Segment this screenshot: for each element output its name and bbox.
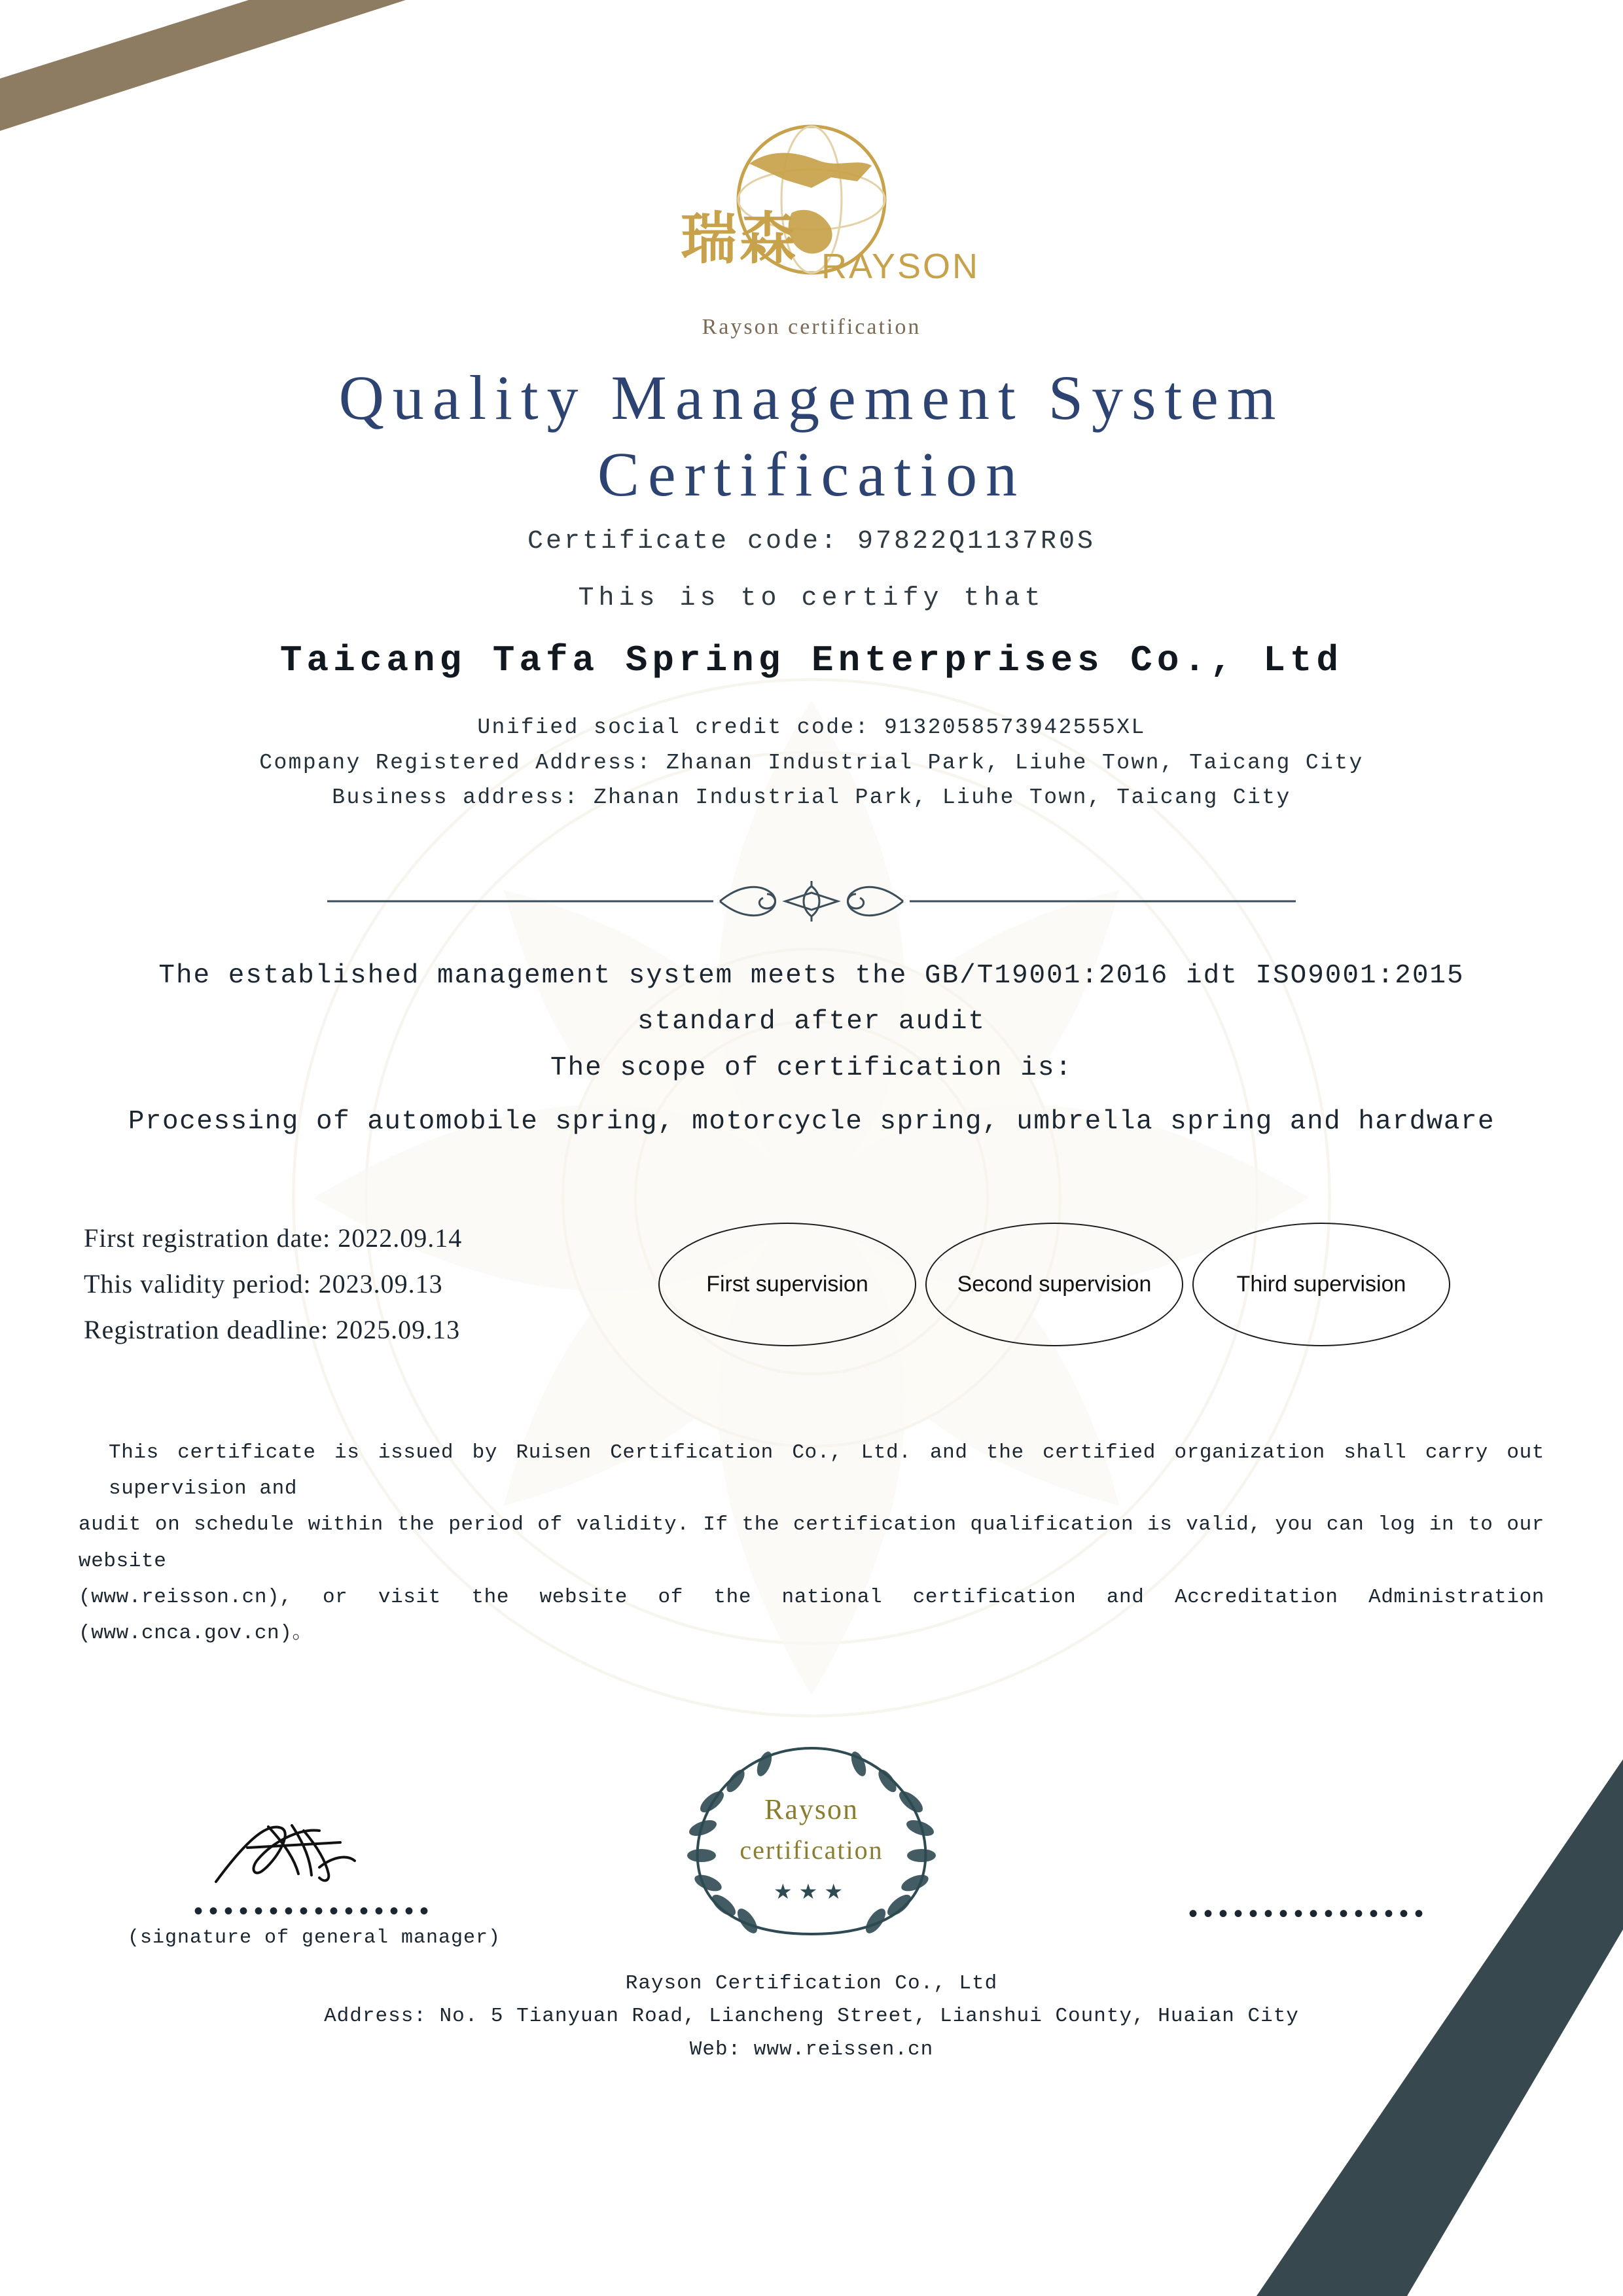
business-address: Business address: Zhanan Industrial Park, Liuhe Town, Taicang City: [332, 785, 1291, 810]
seal-text-line-2: certification: [740, 1835, 883, 1865]
footer-address: Address: No. 5 Tianyuan Road, Liancheng Street, Lianshui County, Huaian City: [324, 2005, 1299, 2028]
page-title-line-2: Certification: [597, 439, 1026, 510]
supervision-stamps: [658, 1223, 1551, 1346]
supervision-oval-first: First supervision: [658, 1223, 916, 1346]
certificate-code: Certificate code: 97822Q1137R0S: [527, 527, 1096, 557]
footer-block: [72, 1967, 1551, 2066]
signature-caption: (signature of general manager): [127, 1927, 501, 1950]
divider-flourish-icon: [327, 872, 1296, 931]
certify-intro: This is to certify that: [578, 584, 1045, 614]
seal-text-line-1: Rayson: [764, 1793, 859, 1826]
disclaimer-block: [72, 1435, 1551, 1651]
logo-chinese-name: 瑞森: [681, 206, 798, 272]
logo-english-name: RAYSON: [821, 247, 980, 286]
signature-icon: [170, 1811, 458, 1896]
statement-block: [72, 953, 1551, 1092]
secondary-signature-block: [1106, 1899, 1512, 1949]
dates-block: [72, 1215, 658, 1353]
disclaimer-line-1: This certificate is issued by Ruisen Certification Co., Ltd. and the certified organization shall carry out supervision and: [109, 1441, 1544, 1501]
secondary-dotted-line: ••••••••••••••••: [1188, 1899, 1430, 1929]
logo-subtitle: Rayson certification: [702, 315, 921, 339]
supervision-oval-third: Third supervision: [1192, 1223, 1450, 1346]
certification-scope: Processing of automobile spring, motorcycle spring, umbrella spring and hardware: [128, 1107, 1495, 1138]
logo-block: [72, 118, 1551, 340]
statement-line-3: The scope of certification is:: [550, 1052, 1073, 1083]
company-name: Taicang Tafa Spring Enterprises Co., Ltd: [279, 639, 1344, 682]
statement-line-2: standard after audit: [637, 1007, 986, 1037]
official-seal: [628, 1730, 995, 1949]
validity-period: This validity period: 2023.09.13: [84, 1269, 443, 1299]
disclaimer-line-2: audit on schedule within the period of validity. If the certification qualification is valid, you can log in to our website: [79, 1513, 1544, 1573]
disclaimer-line-3: (www.reisson.cn), or visit the website of the national certification and Accreditation Administration (www.cnca.gov.cn)。: [79, 1585, 1544, 1645]
statement-line-1: The established management system meets the GB/T19001:2016 idt ISO9001:2015: [158, 960, 1465, 991]
first-registration-date: First registration date: 2022.09.14: [84, 1223, 463, 1253]
footer-web: Web: www.reissen.cn: [689, 2037, 934, 2061]
registered-address: Company Registered Address: Zhanan Industrial Park, Liuhe Town, Taicang City: [259, 750, 1364, 775]
ornamental-divider: [327, 872, 1296, 931]
signature-row: [72, 1730, 1551, 1949]
credit-code: Unified social credit code: 9132058573942555XL: [477, 715, 1146, 740]
supervision-oval-second: Second supervision: [925, 1223, 1183, 1346]
company-meta: [72, 710, 1551, 815]
registration-deadline: Registration deadline: 2025.09.13: [84, 1315, 461, 1345]
footer-company: Rayson Certification Co., Ltd: [625, 1972, 998, 1996]
seal-stars: ★★★: [773, 1880, 850, 1904]
signature-dotted-line: ••••••••••••••••: [193, 1897, 435, 1926]
dates-and-supervision-row: [72, 1215, 1551, 1353]
page-title-line-1: Quality Management System: [338, 363, 1285, 433]
brand-logo: [661, 118, 980, 334]
signature-block: [111, 1811, 517, 1949]
